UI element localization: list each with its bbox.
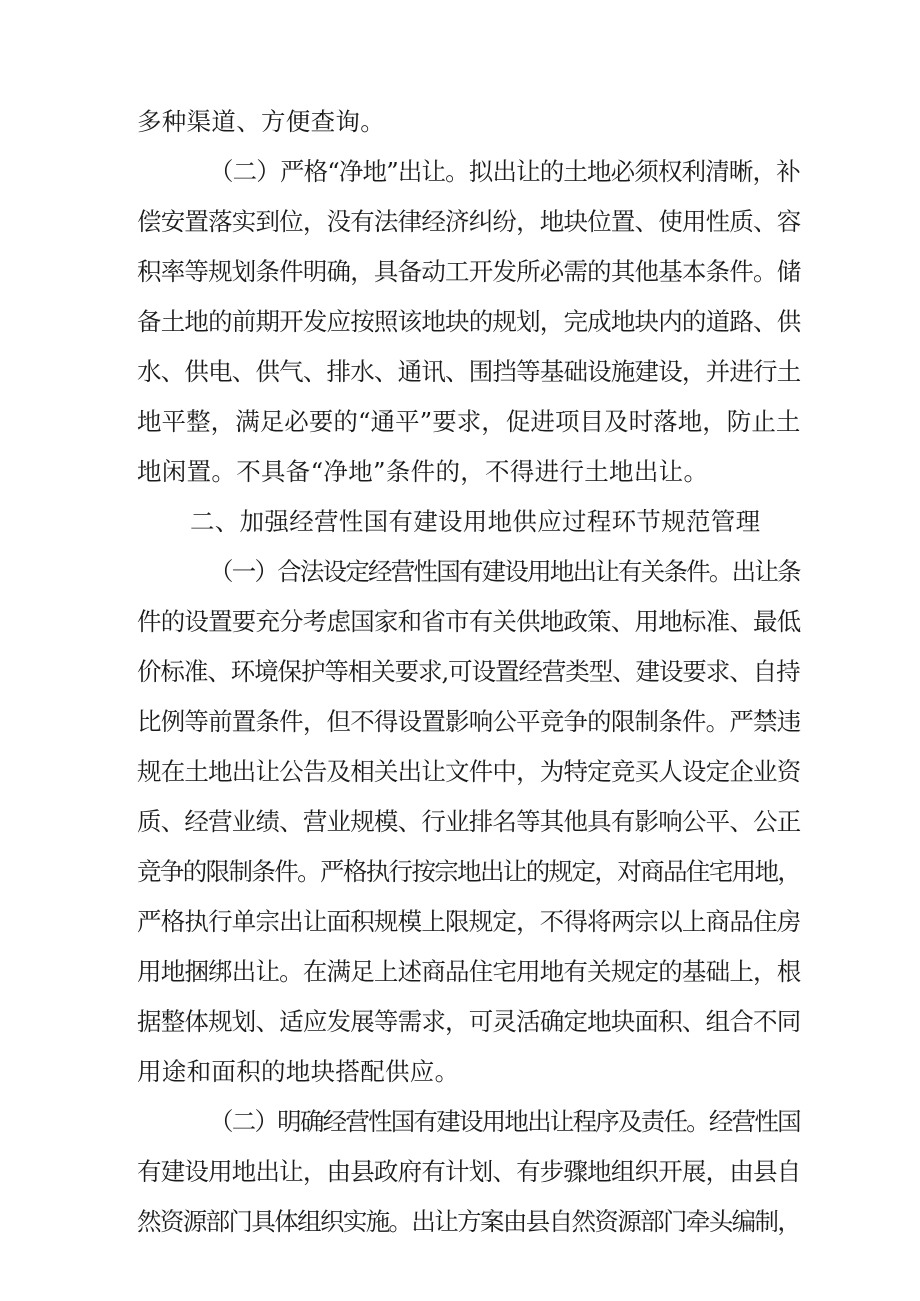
section-heading: 二、加强经营性国有建设用地供应过程环节规范管理 <box>190 507 761 536</box>
text-line: （一）合法设定经营性国有建设用地出让有关条件。出让条 <box>209 557 800 586</box>
text-line: 偿安置落实到位，没有法律经济纠纷，地块位置、使用性质、容 <box>137 207 801 236</box>
text-line: 用地捆绑出让。在满足上述商品住宅用地有关规定的基础上，根 <box>137 957 801 986</box>
text-line: 积率等规划条件明确，具备动工开发所必需的其他基本条件。储 <box>137 257 801 286</box>
text-line: 然资源部门具体组织实施。出让方案由县自然资源部门牵头编制， <box>137 1207 801 1236</box>
text-line: 比例等前置条件，但不得设置影响公平竞争的限制条件。严禁违 <box>137 707 801 736</box>
text-line: （二）明确经营性国有建设用地出让程序及责任。经营性国 <box>209 1107 800 1136</box>
text-line: 严格执行单宗出让面积规模上限规定，不得将两宗以上商品住房 <box>137 907 801 936</box>
text-line: 价标准、环境保护等相关要求,可设置经营类型、建设要求、自持 <box>137 657 800 686</box>
text-line: 竞争的限制条件。严格执行按宗地出让的规定，对商品住宅用地， <box>137 857 801 886</box>
text-line: 质、经营业绩、营业规模、行业排名等其他具有影响公平、公正 <box>137 807 801 836</box>
text-line: （二）严格“净地”出让。拟出让的土地必须权利清晰，补 <box>209 157 800 186</box>
text-line: 规在土地出让公告及相关出让文件中，为特定竞买人设定企业资 <box>137 757 801 786</box>
text-line: 用途和面积的地块搭配供应。 <box>137 1057 460 1086</box>
text-line: 备土地的前期开发应按照该地块的规划，完成地块内的道路、供 <box>137 307 801 336</box>
text-line: 件的设置要充分考虑国家和省市有关供地政策、用地标准、最低 <box>137 607 801 636</box>
text-line: 水、供电、供气、排水、通讯、围挡等基础设施建设，并进行土 <box>137 357 801 386</box>
text-line: 据整体规划、适应发展等需求，可灵活确定地块面积、组合不同 <box>137 1007 801 1036</box>
text-line: 多种渠道、方便查询。 <box>137 107 385 136</box>
text-line: 地闲置。不具备“净地”条件的，不得进行土地出让。 <box>137 457 709 486</box>
text-line: 有建设用地出让，由县政府有计划、有步骤地组织开展，由县自 <box>137 1157 801 1186</box>
text-line: 地平整，满足必要的“通平”要求，促进项目及时落地，防止土 <box>137 407 801 436</box>
